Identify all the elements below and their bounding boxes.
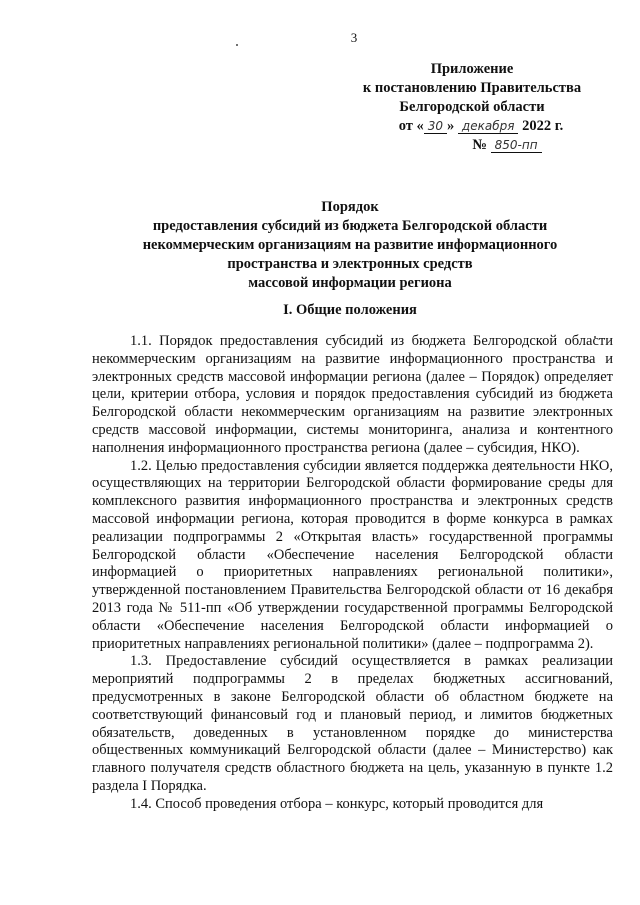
appendix-region-line: Белгородской области xyxy=(399,99,545,115)
appendix-title: Приложение xyxy=(430,61,514,77)
body-text xyxy=(92,333,613,814)
title-line-1: Порядок xyxy=(321,199,379,215)
paragraph-1-1: 1.1. Порядок предоставления субсидий из бюджета Белгородской области некоммерческим организациям на развитие информационного пространства и электронных средств массовой информации региона (далее – Порядок) определяет цели, критерии отбора, условия и порядок предоставления субсидий из бюджета Белгородской области некоммерческим организациям на развитие электронных средств массовой информации, системы мониторинга, анализа и контентного наполнения информационного пространства региона (далее – субсидия, НКО). xyxy=(92,333,613,456)
title-line-5: массовой информации региона xyxy=(248,275,452,291)
appendix-resolution-line: к постановлению Правительства xyxy=(362,80,582,96)
paragraph-1-2: 1.2. Целью предоставления субсидии является поддержка деятельности НКО, осуществляющих на территории Белгородской области формирование среды для комплексного развития информационного пространства и электронных средств массовой информации региона, которая проводится в форме конкурса в рамках реализации подпрограммы 2 «Открытая власть» государственной программы Белгородской области «Обеспечение населения Белгородской области информацией о приоритетных направлениях региональной политики», утвержденной постановлением Правительства Белгородской области от 16 декабря 2013 года № 511-пп «Об утверждении государственной программы Белгородской области «Обеспечение населения Белгородской области информацией о приоритетных направлениях региональной политики» (далее – подпрограмма 2). xyxy=(92,457,613,652)
number-sign: № xyxy=(472,137,487,153)
paragraph-1-4: 1.4. Способ проведения отбора – конкурс, который проводится для xyxy=(130,795,544,812)
date-year: 2022 г. xyxy=(522,118,564,134)
title-line-4: пространства и электронных средств xyxy=(227,256,473,272)
appendix-number-line xyxy=(412,136,602,155)
title-line-3: некоммерческим организациям на развитие информационного xyxy=(142,237,558,253)
title-line-2: предоставления субсидий из бюджета Белгородской области xyxy=(152,218,548,234)
section-heading: I. Общие положения xyxy=(283,302,417,318)
appendix-header xyxy=(342,60,602,155)
resolution-number: 850-пп xyxy=(491,138,542,153)
page-number: 3 xyxy=(350,30,358,45)
date-month: декабря xyxy=(458,119,519,134)
document-title xyxy=(100,198,600,293)
date-day: 30 xyxy=(424,119,447,134)
date-mid: » xyxy=(447,118,455,134)
paragraph-1-3: 1.3. Предоставление субсидий осуществляется в рамках реализации мероприятий подпрограммы 2 в пределах бюджетных ассигнований, предусмотренных в законе Белгородской области об областном бюджете на соответствующий финансовый год и плановый период, и лимитов бюджетных обязательств, доведенных в установленном порядке до министерства общественных коммуникаций Белгородской области (далее – Министерство) как главного получателя средств областного бюджета на цель, указанную в пункте 1.2 раздела I Порядка. xyxy=(92,653,613,794)
appendix-date-line xyxy=(360,117,602,136)
date-prefix: от « xyxy=(398,118,424,134)
